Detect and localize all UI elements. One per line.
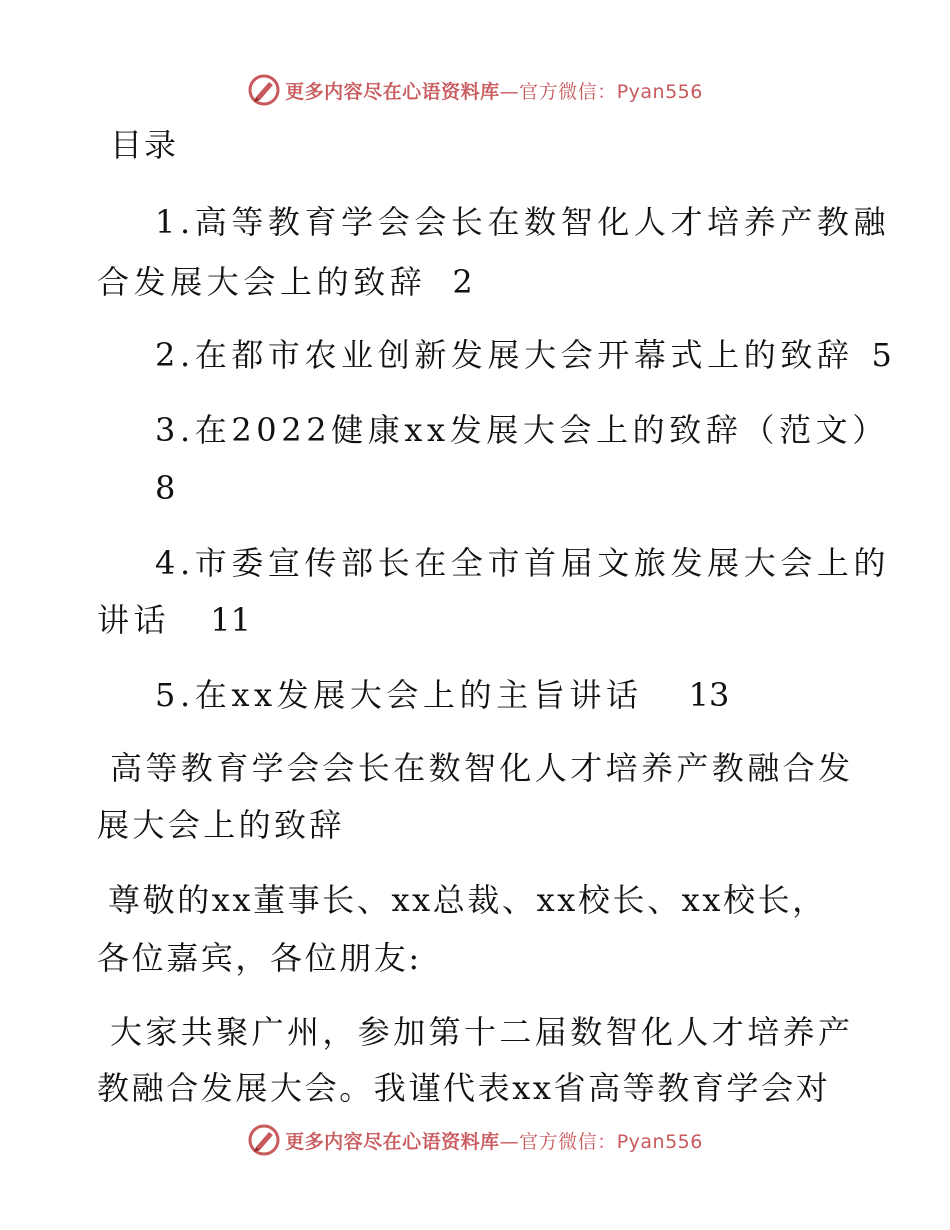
- footer-banner: [0, 1120, 950, 1160]
- header-banner: [0, 70, 950, 110]
- paragraph-line2: 教融合发展大会。我谨代表xx省高等教育学会对: [97, 1069, 831, 1107]
- toc-entry-2-page: 5: [871, 336, 892, 374]
- toc-entry-3-title: 3.在2022健康xx发展大会上的致辞（范文）: [155, 411, 889, 449]
- paragraph-line1: 大家共聚广州，参加第十二届数智化人才培养产: [110, 1013, 854, 1051]
- toc-entry-5-page: 13: [688, 676, 730, 714]
- banner-wechat-id: Pyan556: [616, 80, 703, 103]
- toc-entry-5: [155, 675, 729, 715]
- toc-title: 目录: [110, 126, 179, 164]
- banner-wechat-label: —官方微信：: [499, 1130, 617, 1153]
- toc-entry-4-page: 11: [210, 601, 251, 639]
- salutation-line1: 尊敬的xx董事长、xx总裁、xx校长、xx校长，: [108, 881, 827, 919]
- toc-entry-1-line1: 1.高等教育学会会长在数智化人才培养产教融: [155, 203, 891, 241]
- banner-library-name: 更多内容尽在心语资料库: [285, 80, 500, 103]
- toc-entry-4-line2: [97, 600, 251, 640]
- toc-entry-4-title-cont: 讲话: [97, 601, 171, 639]
- toc-entry-3-page: 8: [155, 469, 176, 507]
- article-title-line1: 高等教育学会会长在数智化人才培养产教融合发: [110, 749, 854, 787]
- banner-wechat-label: —官方微信：: [499, 80, 617, 103]
- toc-entry-1-page: 2: [452, 263, 473, 301]
- salutation-line2: 各位嘉宾，各位朋友:: [97, 939, 422, 977]
- toc-entry-1-line2: [97, 262, 473, 302]
- toc-entry-1-title-cont: 合发展大会上的致辞: [97, 263, 427, 301]
- banner-text: [285, 77, 703, 104]
- banner-text: [285, 1127, 703, 1154]
- banner-wechat-id: Pyan556: [616, 1130, 703, 1153]
- toc-entry-4-line1: 4.市委宣传部长在全市首届文旅发展大会上的: [155, 544, 891, 582]
- toc-entry-2-title: 2.在都市农业创新发展大会开幕式上的致辞: [155, 336, 854, 374]
- toc-entry-5-title: 5.在xx发展大会上的主旨讲话: [155, 676, 643, 714]
- pen-logo-icon: [247, 73, 281, 107]
- toc-entry-2: [155, 335, 892, 375]
- pen-logo-icon: [247, 1123, 281, 1157]
- banner-library-name: 更多内容尽在心语资料库: [285, 1130, 500, 1153]
- article-title-line2: 展大会上的致辞: [97, 806, 345, 844]
